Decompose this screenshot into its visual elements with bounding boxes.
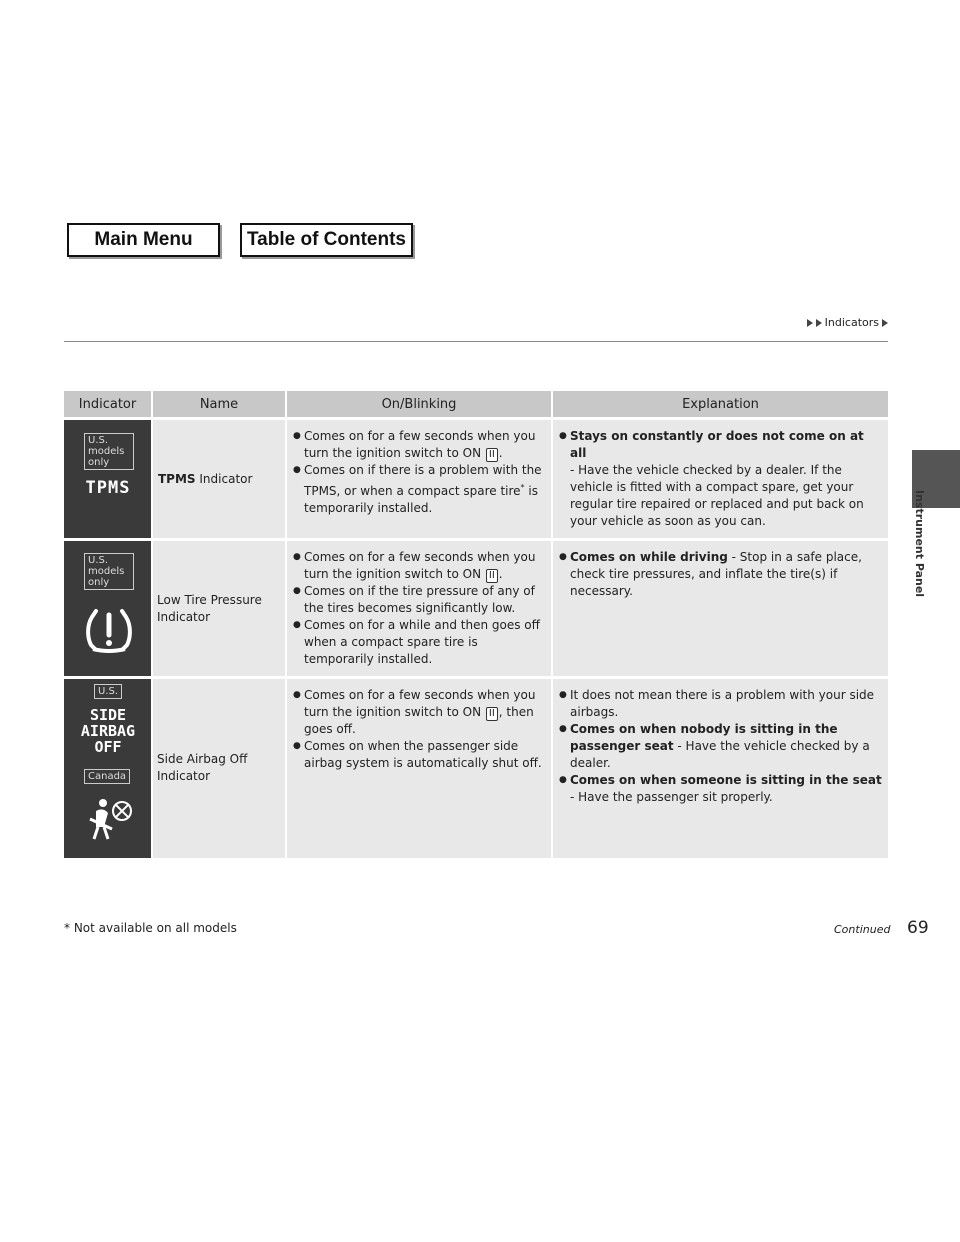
us-models-only-badge: U.S. models only [84, 553, 134, 590]
indicator-name: Side Airbag Off Indicator [152, 678, 286, 858]
list-item: ● Comes on for a while and then goes off when a compact spare tire is temporarily installed. [293, 617, 545, 668]
on-blinking-cell [286, 540, 552, 678]
on-blinking-cell [286, 678, 552, 858]
explanation-cell [552, 419, 888, 540]
tpms-indicator-cell [64, 419, 152, 540]
side-airbag-off-indicator-cell [64, 678, 152, 858]
breadcrumb-arrow-icon [882, 319, 888, 327]
table-header-row [64, 391, 888, 419]
list-item: ● Comes on if there is a problem with the TPMS, or when a compact spare tire* is temporarily installed. [293, 462, 545, 517]
table-row [64, 540, 888, 678]
us-badge: U.S. [94, 684, 122, 699]
low-tire-pressure-icon [86, 605, 132, 655]
col-header-on-blinking: On/Blinking [286, 391, 552, 419]
explanation-cell [552, 678, 888, 858]
breadcrumb-arrow-icon [816, 319, 822, 327]
passenger-airbag-off-icon [86, 795, 136, 843]
table-row [64, 419, 888, 540]
list-item: ● Comes on when the passenger side airbag system is automatically shut off. [293, 738, 545, 772]
page-number: 69 [907, 918, 929, 938]
table-row [64, 678, 888, 858]
section-label: Instrument Panel [913, 490, 926, 598]
indicator-name: TPMS Indicator [152, 419, 286, 540]
breadcrumb-arrow-icon [807, 319, 813, 327]
continued-label: Continued [834, 923, 891, 936]
col-header-name: Name [152, 391, 286, 419]
low-tire-pressure-indicator-cell [64, 540, 152, 678]
ignition-key-icon: II [486, 448, 498, 462]
list-item: ● Comes on if the tire pressure of any of the tires becomes significantly low. [293, 583, 545, 617]
side-airbag-off-icon: SIDE AIRBAG OFF [80, 706, 136, 756]
list-item: ● Comes on for a few seconds when you turn the ignition switch to ON II , then goes off. [293, 687, 545, 738]
indicator-table [64, 391, 888, 858]
list-item: ● Comes on when nobody is sitting in the passenger seat - Have the vehicle checked by a dealer. [559, 721, 882, 772]
ignition-key-icon: II [486, 707, 498, 721]
list-item: ● Comes on for a few seconds when you turn the ignition switch to ON II . [293, 549, 545, 583]
col-header-indicator: Indicator [64, 391, 152, 419]
breadcrumb [807, 316, 888, 329]
tpms-icon: TPMS [85, 478, 131, 498]
main-menu-button[interactable]: Main Menu [67, 223, 220, 257]
list-item: ● Comes on when someone is sitting in the seat - Have the passenger sit properly. [559, 772, 882, 806]
ignition-key-icon: II [486, 569, 498, 583]
list-item: ● It does not mean there is a problem with your side airbags. [559, 687, 882, 721]
list-item: ● Comes on while driving - Stop in a safe place, check tire pressures, and inflate the tire(s) if necessary. [559, 549, 882, 600]
us-models-only-badge: U.S. models only [84, 433, 134, 470]
table-of-contents-button[interactable]: Table of Contents [240, 223, 413, 257]
col-header-explanation: Explanation [552, 391, 888, 419]
canada-badge: Canada [84, 769, 130, 784]
list-item: ● Stays on constantly or does not come on at all - Have the vehicle checked by a dealer. If the vehicle is fitted with a compact spare, get your regular tire repaired or replaced and put back on your vehicle as soon as you can. [559, 428, 882, 530]
indicator-name: Low Tire Pressure Indicator [152, 540, 286, 678]
header-divider [64, 341, 888, 342]
breadcrumb-section[interactable]: Indicators [824, 316, 879, 329]
on-blinking-cell [286, 419, 552, 540]
footnote: * Not available on all models [64, 921, 237, 935]
explanation-cell [552, 540, 888, 678]
list-item: ● Comes on for a few seconds when you turn the ignition switch to ON II . [293, 428, 545, 462]
